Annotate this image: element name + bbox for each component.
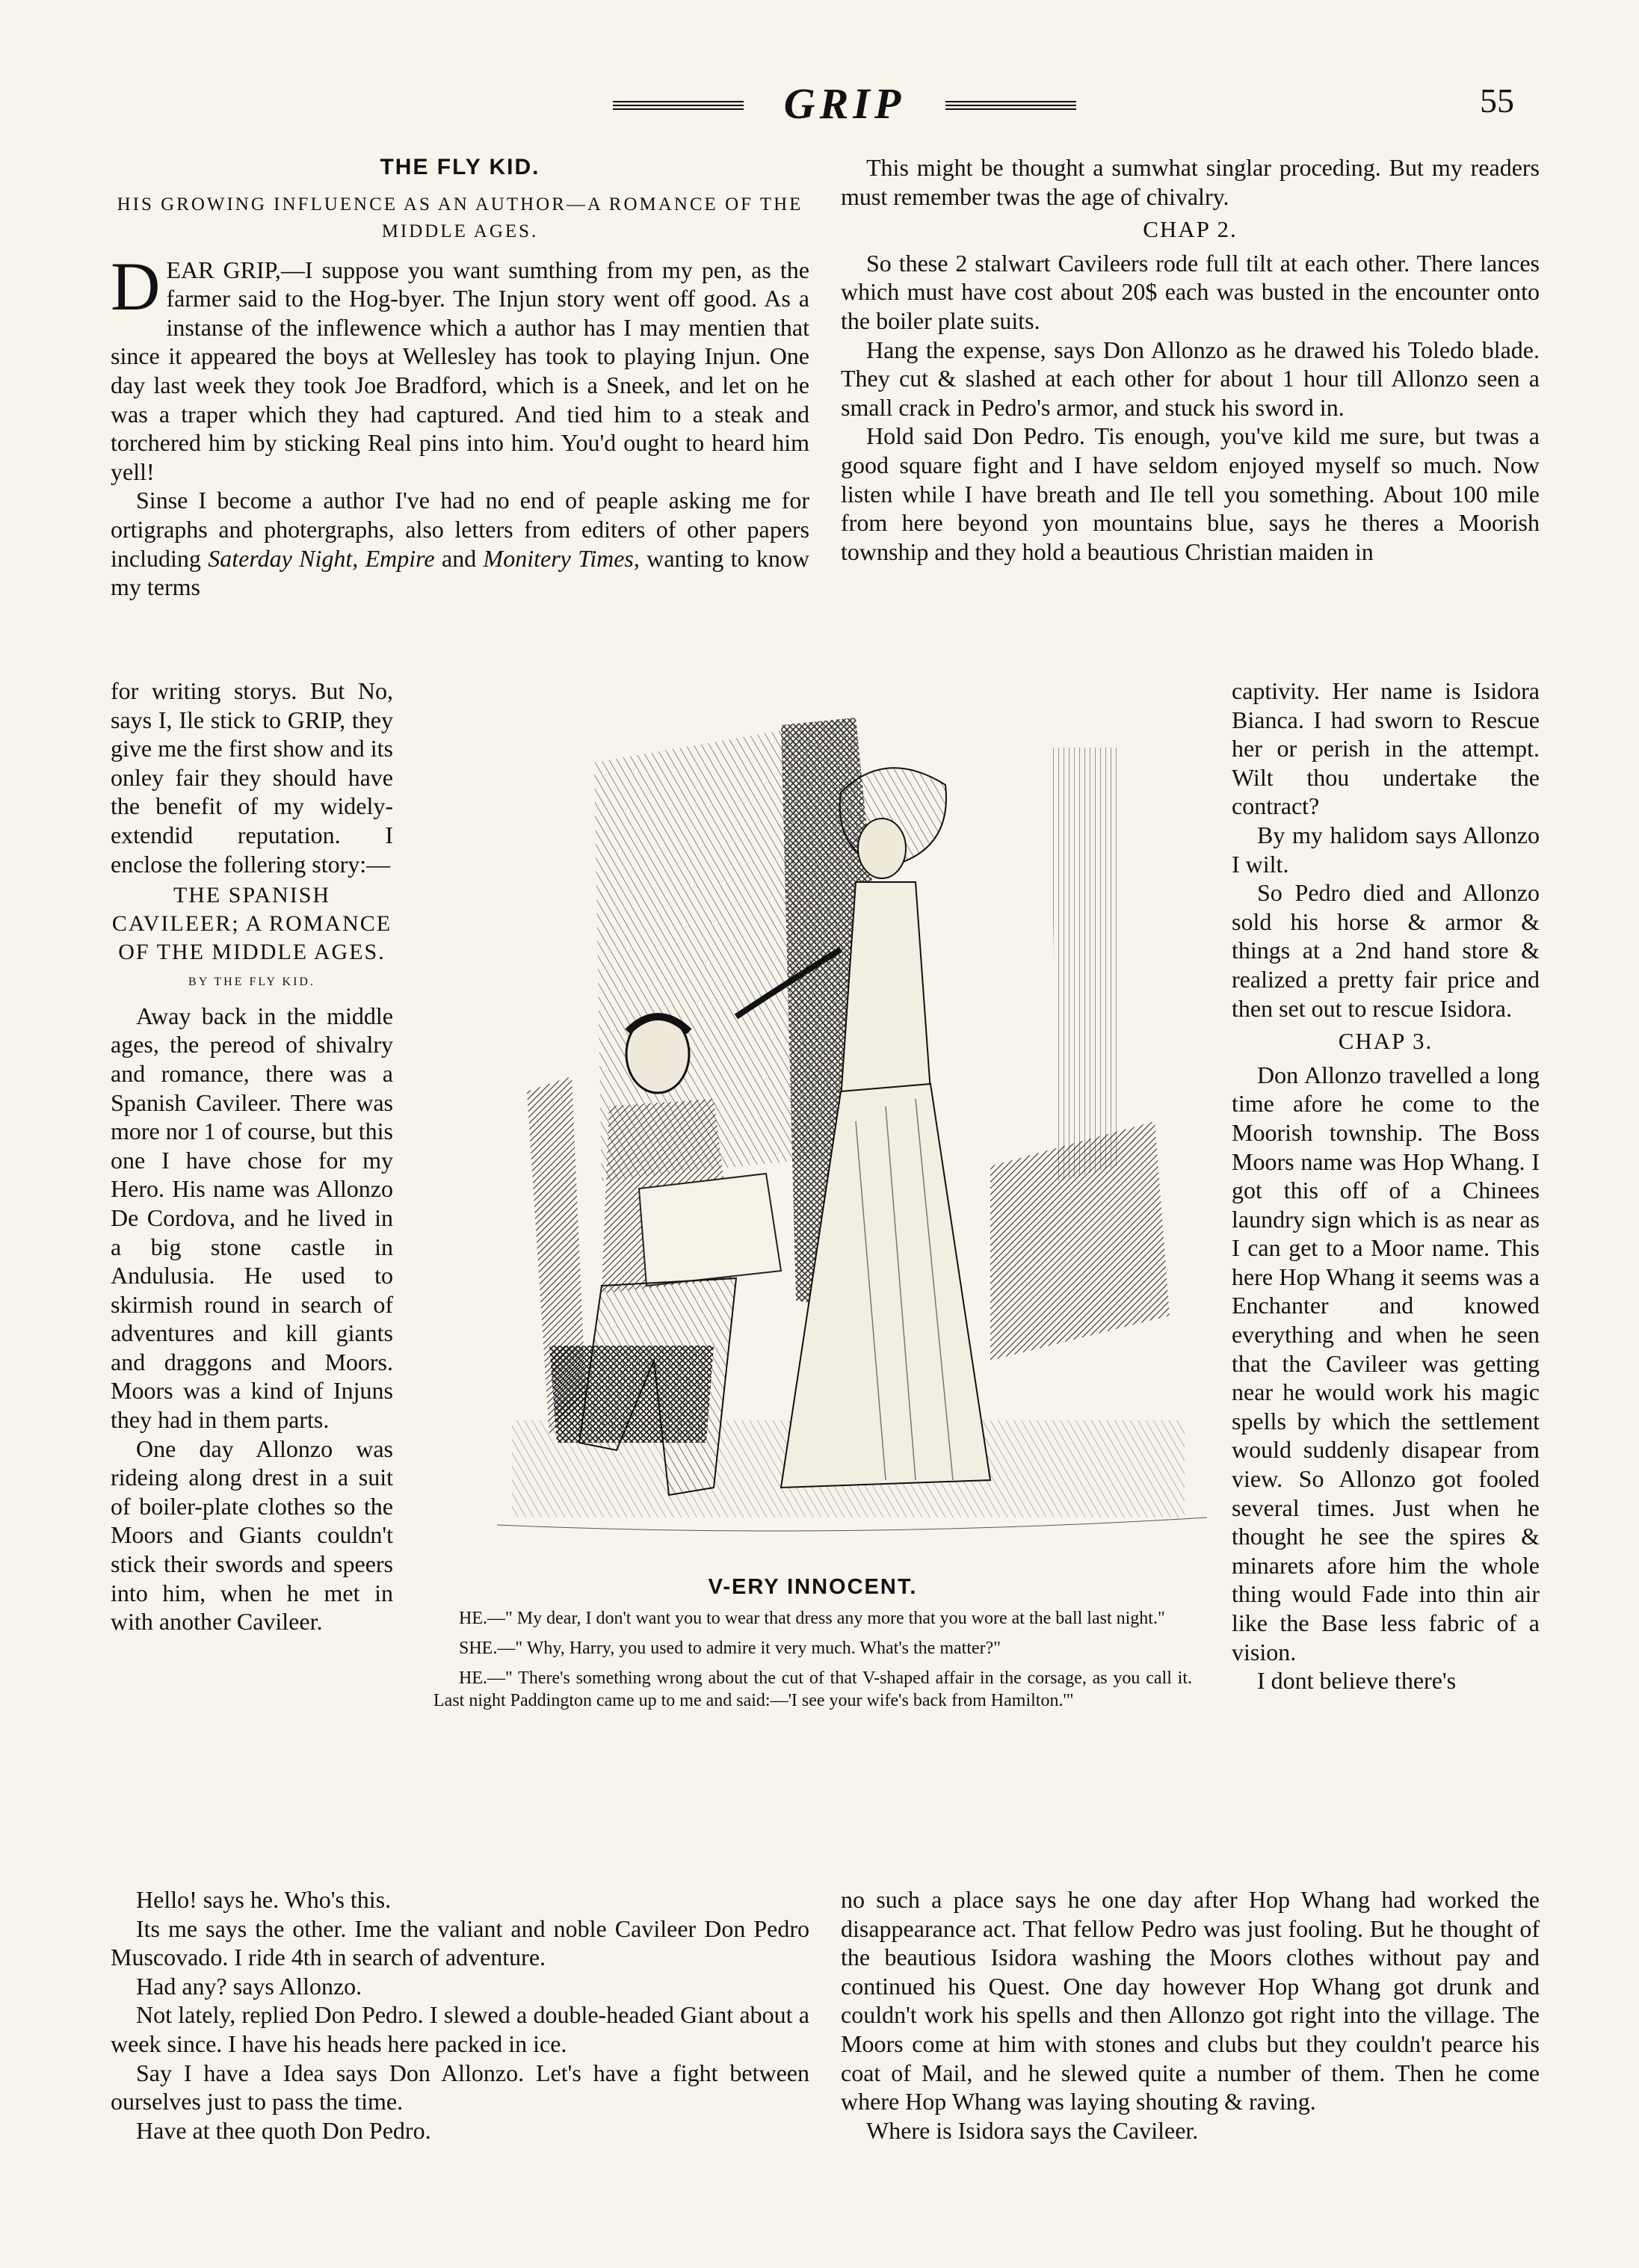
column-2-bottom bbox=[841, 1885, 1540, 2145]
paragraph: This might be thought a sumwhat singlar proceding. But my readers must remember twas the age of chivalry. bbox=[841, 154, 1540, 210]
woman-head-shape bbox=[858, 819, 906, 878]
paragraph: Its me says the other. Ime the valiant and noble Cavileer Don Pedro Muscovado. I ride 4th in search of adventure. bbox=[111, 1914, 809, 1971]
masthead-rule-right bbox=[945, 101, 1076, 111]
vignette-edge bbox=[497, 1517, 1207, 1531]
article-subtitle: HIS GROWING INFLUENCE AS AN AUTHOR—A ROMANCE OF THE MIDDLE AGES. bbox=[117, 194, 803, 241]
paragraph: Sinse I become a author I've had no end of peaple asking me for ortigraphs and photergraphs, also letters from editers of other papers including Saterday Night, Empire and Monitery Times, wanting to know my terms bbox=[111, 487, 810, 601]
byline: BY THE FLY KID. bbox=[188, 976, 315, 989]
caption-line: HE.—" There's something wrong about the cut of that V-shaped affair in the corsage, as you call it. Last night Paddington came up to me and said:—'I see your wife's back from Hamilton.'" bbox=[433, 1668, 1192, 1710]
paragraph: Don Allonzo travelled a long time afore he come to the Moorish township. The Boss Moors name was Hop Whang. I got this off of a Chinees laundry sign which is as near as I can get to a Moor name. This here Hop Whang it seems was a Enchanter and knowed everything and when he seen that the Cavileer was getting near he would work his magic spells by which the settlement would suddenly disapear from view. So Allonzo got fooled several times. Just when he thought he see the spires & minarets afore him the whole thing would Fade into thin air like the Base less fabric of a vision. bbox=[1232, 1061, 1540, 1665]
article-title: THE FLY KID. bbox=[380, 155, 540, 179]
story-title: THE SPANISH CAVILEER; A ROMANCE OF THE MIDDLE AGES. bbox=[111, 883, 392, 965]
woman-bodice-shape bbox=[841, 882, 930, 1099]
chapter-heading: CHAP 2. bbox=[1143, 216, 1238, 243]
column-1-top bbox=[111, 153, 809, 602]
paragraph: Have at thee quoth Don Pedro. bbox=[136, 2116, 431, 2144]
engraving-illustration bbox=[467, 703, 1222, 1551]
paragraph: So Pedro died and Allonzo sold his horse & armor & things at a 2nd hand store & realized a pretty fair price and then set out to rescue Isidora. bbox=[1232, 879, 1540, 1022]
column-2-top bbox=[841, 153, 1540, 566]
paragraph: By my halidom says Allonzo I wilt. bbox=[1232, 821, 1540, 878]
chapter-heading: CHAP 3. bbox=[1338, 1028, 1433, 1055]
caption-line: HE.—" My dear, I don't want you to wear that dress any more that you wore at the ball last night." bbox=[459, 1609, 1165, 1628]
paragraph: Hang the expense, says Don Allonzo as he drawed his Toledo blade. They cut & slashed at each other for about 1 hour till Allonzo seen a small crack in Pedro's armor, and stuck his sword in. bbox=[841, 336, 1540, 421]
paragraph: Say I have a Idea says Don Allonzo. Let's have a fight between ourselves just to pass the time. bbox=[111, 2059, 809, 2116]
paragraph: Hold said Don Pedro. Tis enough, you've kild me sure, but twas a good square fight and I have seldom enjoyed myself so much. Now listen while I have breath and Ile tell you something. About 100 mile from here beyond yon mountains blue, says he theres a Moorish township and they hold a beautious Christian maiden in bbox=[841, 422, 1540, 565]
illustration-caption bbox=[433, 1576, 1192, 1719]
column-1-bottom bbox=[111, 1885, 809, 2145]
paragraph: Not lately, replied Don Pedro. I slewed a double-headed Giant about a week since. I have his heads here packed in ice. bbox=[111, 2001, 809, 2057]
caption-line: SHE.—" Why, Harry, you used to admire it very much. What's the matter?" bbox=[459, 1639, 1001, 1658]
paragraph: for writing storys. But No, says I, Ile stick to GRIP, they give me the first show and its onley fair they should have the benefit of my widely-extendid reputation. I enclose the follering story:— bbox=[111, 677, 393, 878]
paragraph: Away back in the middle ages, the pereod of shivalry and romance, there was a Spanish Cavileer. There was more nor 1 of course, but this one I have chose for my Hero. His name was Allonzo De Cordova, and he lived in a big stone castle in Andulusia. He used to skirmish round in search of adventures and kill giants and draggons and Moors. Moors was a kind of Injuns they had in them parts. bbox=[111, 1002, 393, 1434]
wall-panel-shape bbox=[1050, 748, 1117, 1181]
newspaper-shape bbox=[639, 1174, 781, 1286]
page-number: 55 bbox=[1480, 81, 1514, 120]
paragraph: I dont believe there's bbox=[1257, 1667, 1457, 1695]
masthead-title: GRIP bbox=[783, 79, 906, 128]
column-2-narrow bbox=[1232, 677, 1540, 1695]
drop-cap: D bbox=[111, 247, 161, 324]
paragraph: Where is Isidora says the Cavileer. bbox=[866, 2116, 1199, 2144]
paragraph: Had any? says Allonzo. bbox=[136, 1972, 362, 2000]
paragraph: no such a place says he one day after Hop Whang had worked the disappearance act. That fellow Pedro was just fooling. But he thought of the beautious Isidora washing the Moors clothes without pay and continued his Quest. One day however Hop Whang got drunk and couldn't work his spells and then Allonzo got right into the village. The Moors come at him with stones and clubs but they couldn't pearce his coat of Mail, and he slewed quite a number of them. Then he come where Hop Whang was laying shouting & raving. bbox=[841, 1886, 1540, 2116]
column-1-narrow bbox=[111, 677, 393, 1636]
paragraph: captivity. Her name is Isidora Bianca. I had sworn to Rescue her or perish in the attempt. Wilt thou undertake the contract? bbox=[1232, 677, 1540, 820]
masthead bbox=[613, 78, 1076, 131]
paragraph: So these 2 stalwart Cavileers rode full tilt at each other. There lances which must have cost about 20$ each was busted in the encounter onto the boiler plate suits. bbox=[841, 249, 1540, 334]
sofa-shape bbox=[990, 1121, 1170, 1361]
paragraph: Hello! says he. Who's this. bbox=[136, 1886, 392, 1913]
paragraph: One day Allonzo was rideing along drest in a suit of boiler-plate clothes so the Moors and Giants couldn't stick their swords and speers into him, when he met in with another Cavileer. bbox=[111, 1435, 393, 1636]
caption-title: V-ERY INNOCENT. bbox=[708, 1575, 918, 1599]
paragraph: DEAR GRIP,—I suppose you want sumthing from my pen, as the farmer said to the Hog-byer. The Injun story went off good. As a instanse of the inflewence which a author has I may mentien that since it appeared the boys at Wellesley has took to playing Injun. One day last week they took Joe Bradford, which is a Sneek, and let on he was a traper which they had captured. And tied him to a steak and torchered him by sticking Real pins into him. You'd ought to heard him yell! bbox=[111, 247, 809, 485]
